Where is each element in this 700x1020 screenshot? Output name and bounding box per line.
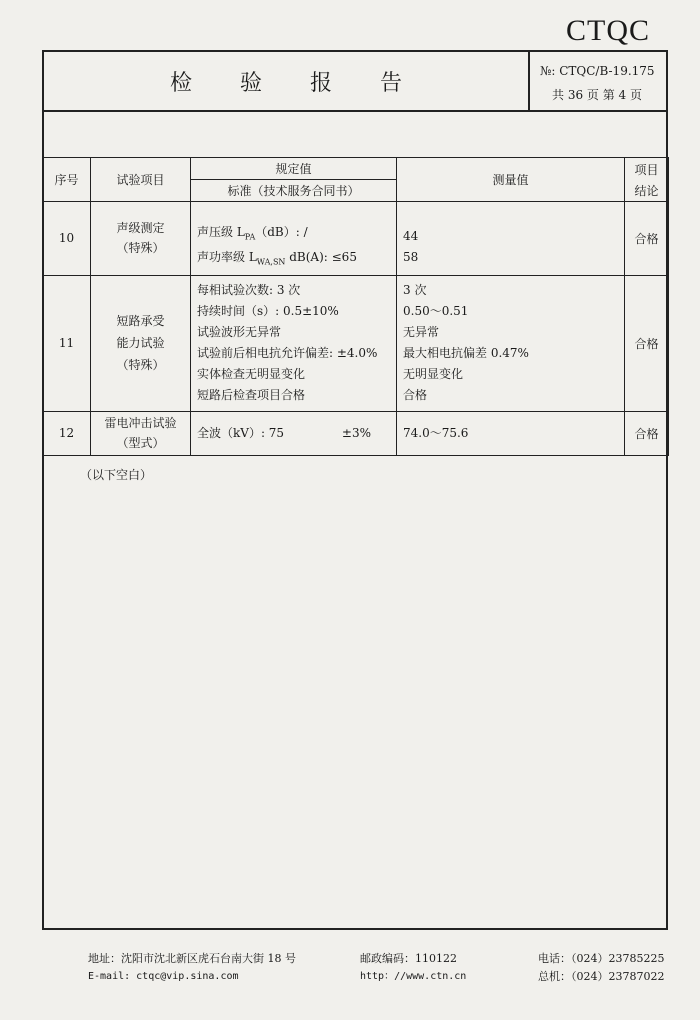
footer-address-block [88, 950, 296, 986]
report-frame [42, 50, 668, 930]
report-number: №: CTQC/B-19.175 [540, 64, 655, 78]
row-seq: 11 [43, 275, 91, 411]
row-measured: 74.0～75.6 [397, 411, 625, 455]
test-results-table [42, 157, 669, 456]
header-seq: 序号 [43, 158, 91, 202]
header-measured: 测量值 [397, 158, 625, 202]
brand-logo: CTQC [566, 14, 651, 47]
page-info: 共 36 页 第 4 页 [552, 88, 642, 102]
row-conclusion: 合格 [625, 275, 669, 411]
row-spec: 每相试验次数: 3 次 持续时间（s）: 0.5±10% 试验波形无异常 试验前后相电抗允许偏差: ±4.0% 实体检查无明显变化 短路后检查项目合格 [191, 275, 397, 411]
spec-line: 声压级 $L_{PA}(dB)$: / [197, 225, 308, 242]
row-spec: 全波（kV）: 75 ±3% [191, 411, 397, 455]
row-measured: 3 次 0.50～0.51 无异常 最大相电抗偏差 0.47% 无明显变化 合格 [397, 275, 625, 411]
footer-phone-block [538, 950, 664, 986]
spec-line: 声功率级 $L_{WA,SN}$ dB(A): ≤65 [197, 250, 357, 267]
report-title: 检验报告 [44, 52, 530, 110]
footer-address: 地址：沈阳市沈北新区虎石台南大街 18 号 [88, 952, 296, 965]
footer-phone: 电话：（024）23785225 [538, 952, 665, 965]
header-conclusion-line1: 项目 [634, 162, 659, 177]
footer-switchboard: 总机：（024）23787022 [538, 970, 665, 983]
footer-email: E-mail: ctqc@vip.sina.com [88, 971, 239, 982]
header-conclusion-line2: 结论 [634, 183, 659, 198]
table-row [43, 275, 669, 411]
blank-note: （以下空白） [80, 468, 153, 482]
footer-website: http：//www.ctn.cn [360, 971, 467, 982]
row-seq: 10 [43, 202, 91, 276]
header-item: 试验项目 [91, 158, 191, 202]
row-conclusion: 合格 [625, 202, 669, 276]
report-header [44, 52, 666, 112]
row-measured: 44 58 [397, 202, 625, 276]
header-spec: 规定值 [191, 158, 397, 180]
table-row [43, 411, 669, 455]
row-spec [191, 202, 397, 276]
header-conclusion [625, 158, 669, 202]
row-item: 声级测定 （特殊） [91, 202, 191, 276]
table-row [43, 202, 669, 276]
footer-post-block [360, 950, 466, 986]
header-spec-standard: 标准（技术服务合同书） [191, 180, 397, 202]
row-item: 雷电冲击试验 （型式） [91, 411, 191, 455]
row-conclusion: 合格 [625, 411, 669, 455]
row-item: 短路承受 能力试验 （特殊） [91, 275, 191, 411]
row-seq: 12 [43, 411, 91, 455]
footer-postcode: 邮政编码：110122 [360, 952, 457, 965]
